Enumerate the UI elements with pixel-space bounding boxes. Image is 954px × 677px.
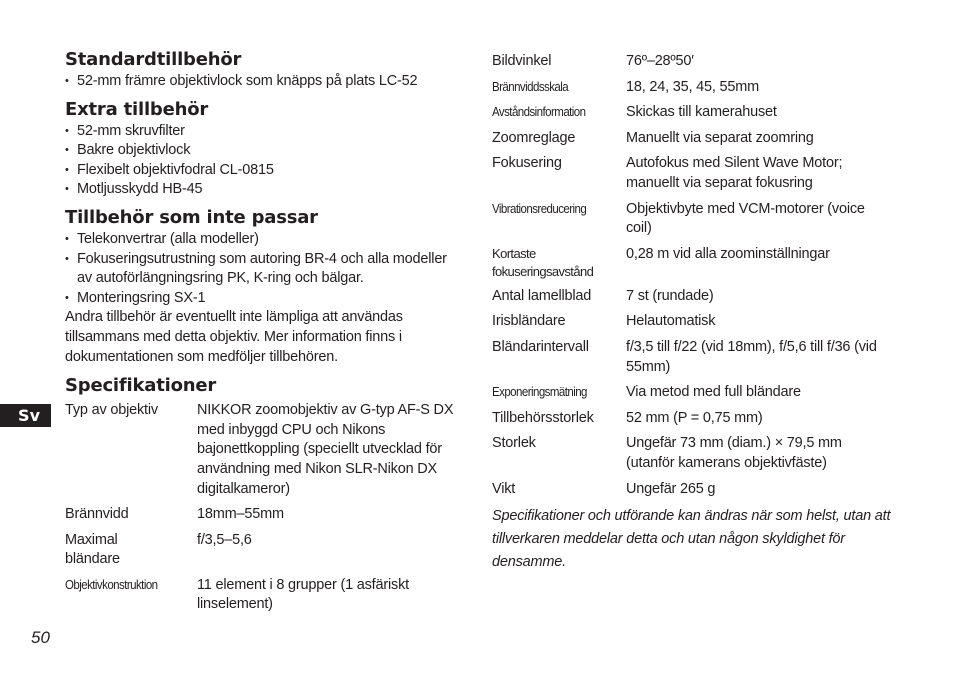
spec-value: Ungefär 73 mm (diam.) × 79,5 mm (utanför kamerans objektivfäste): [626, 435, 842, 471]
spec-label: Fokusering: [492, 155, 562, 172]
standard-accessories-heading: Standardtillbehör: [65, 49, 242, 70]
spec-value: Manuellt via separat zoomring: [626, 129, 814, 146]
spec-label-text: Brännviddsskala: [492, 79, 569, 94]
spec-label: [492, 383, 626, 403]
spec-value: Skickas till kamerahuset: [626, 104, 777, 121]
incompatible-note-paragraph: Andra tillbehör är eventuellt inte lämpliga att användas tillsammans med detta objektiv. Mer information finns i dokumentationen som medföljer tillbehören.: [65, 309, 403, 365]
spec-value: Helautomatisk: [626, 313, 716, 330]
spec-row: [492, 480, 892, 500]
spec-row: [492, 245, 892, 281]
incompatible-accessories-heading: Tillbehör som inte passar: [65, 206, 318, 228]
spec-value: Via metod med full bländare: [626, 384, 801, 401]
spec-row: [492, 383, 892, 403]
incompatible-accessories-list: [65, 230, 460, 308]
list-item: • Bakre objektivlock: [65, 141, 460, 161]
spec-label: Brännvidd: [65, 506, 129, 523]
list-item: • Motljusskydd HB-45: [65, 180, 460, 200]
spec-value: 18, 24, 35, 45, 55mm: [626, 78, 760, 95]
spec-label: Storlek: [492, 435, 536, 452]
spec-label: Vikt: [492, 480, 516, 497]
list-item: • Monteringsring SX-1: [65, 289, 460, 309]
extra-accessories-list: [65, 122, 460, 200]
extra-accessories-heading: Extra tillbehör: [65, 98, 209, 120]
language-tab: Sv: [0, 404, 51, 427]
spec-row: [492, 434, 892, 473]
spec-row: [492, 154, 892, 193]
spec-value: f/3,5 till f/22 (vid 18mm), f/5,6 till f/36 (vid 55mm): [626, 338, 877, 375]
spec-row: [492, 103, 892, 123]
spec-value: f/3,5–5,6: [197, 531, 252, 548]
spec-value: Objektivbyte med VCM-motorer (voice coil): [626, 200, 865, 237]
spec-label: Tillbehörsstorlek: [492, 409, 594, 426]
left-column: [65, 48, 460, 615]
spec-label: Antal lamellblad: [492, 287, 592, 304]
spec-value: Ungefär 265 g: [626, 480, 716, 497]
spec-label: Kortaste fokuseringsavstånd: [492, 245, 594, 279]
specifications-heading: Specifikationer: [65, 375, 217, 397]
standard-accessories-list: [65, 72, 460, 92]
page-number: 50: [31, 628, 50, 647]
spec-value: 0,28 m vid alla zoominställningar: [626, 245, 830, 262]
spec-label-text: Exponeringsmätning: [492, 385, 587, 400]
spec-value: Autofokus med Silent Wave Motor; manuellt via separat fokusring: [626, 155, 843, 191]
list-item: • Fokuseringsutrustning som autoring BR-4 och alla modeller av autoförlängningsring PK, K-ring och bälgar.: [65, 250, 460, 289]
spec-label: Zoomreglage: [492, 129, 576, 146]
spec-value: 11 element i 8 grupper (1 asfäriskt linselement): [197, 576, 409, 613]
spec-label: [492, 78, 626, 98]
spec-row: [65, 401, 460, 499]
spec-row: [65, 531, 460, 570]
spec-row: [492, 409, 892, 429]
spec-label: Maximal bländare: [65, 531, 120, 568]
spec-row: [492, 338, 892, 377]
spec-value: 52 mm (P = 0,75 mm): [626, 409, 763, 426]
spec-row: [65, 576, 460, 615]
spec-row: [65, 505, 460, 525]
spec-label-text: Objektivkonstruktion: [65, 577, 158, 592]
spec-row: [492, 78, 892, 98]
specifications-section: [65, 374, 460, 615]
spec-label: [492, 200, 626, 239]
extra-accessories-section: [65, 98, 460, 200]
spec-label: Bildvinkel: [492, 53, 552, 69]
standard-accessories-section: [65, 48, 460, 92]
spec-label: Bländarintervall: [492, 338, 589, 355]
list-item: • Telekonvertrar (alla modeller): [65, 230, 460, 250]
incompatible-accessories-section: [65, 206, 460, 367]
list-item: • 52-mm skruvfilter: [65, 122, 460, 142]
specifications-disclaimer: Specifikationer och utförande kan ändras när som helst, utan att tillverkaren meddelar detta och utan någon skyldighet för densamme.: [492, 508, 891, 571]
spec-label-text: Avståndsinformation: [492, 105, 586, 120]
spec-label: [65, 576, 197, 615]
spec-row: [492, 287, 892, 307]
spec-label-text: Vibrationsreducering: [492, 201, 587, 216]
spec-row: [492, 129, 892, 149]
spec-label: Irisbländare: [492, 313, 566, 330]
list-item: • Flexibelt objektivfodral CL-0815: [65, 161, 460, 181]
list-item: • 52-mm främre objektivlock som knäpps på plats LC-52: [65, 72, 460, 92]
right-column: [492, 52, 892, 574]
spec-label: Typ av objektiv: [65, 402, 158, 419]
spec-value: 7 st (rundade): [626, 287, 714, 304]
spec-value: 76º–28º50′: [626, 53, 694, 69]
spec-value: NIKKOR zoomobjektiv av G-typ AF-S DX med inbyggd CPU och Nikons bajonettkoppling (speciellt utvecklad för användning med Nikon SLR-Nikon DX digitalkameror): [197, 402, 454, 497]
spec-row: [492, 52, 892, 72]
spec-label: [492, 103, 626, 123]
spec-value: 18mm–55mm: [197, 506, 284, 523]
spec-row: [492, 312, 892, 332]
spec-row: [492, 200, 892, 239]
